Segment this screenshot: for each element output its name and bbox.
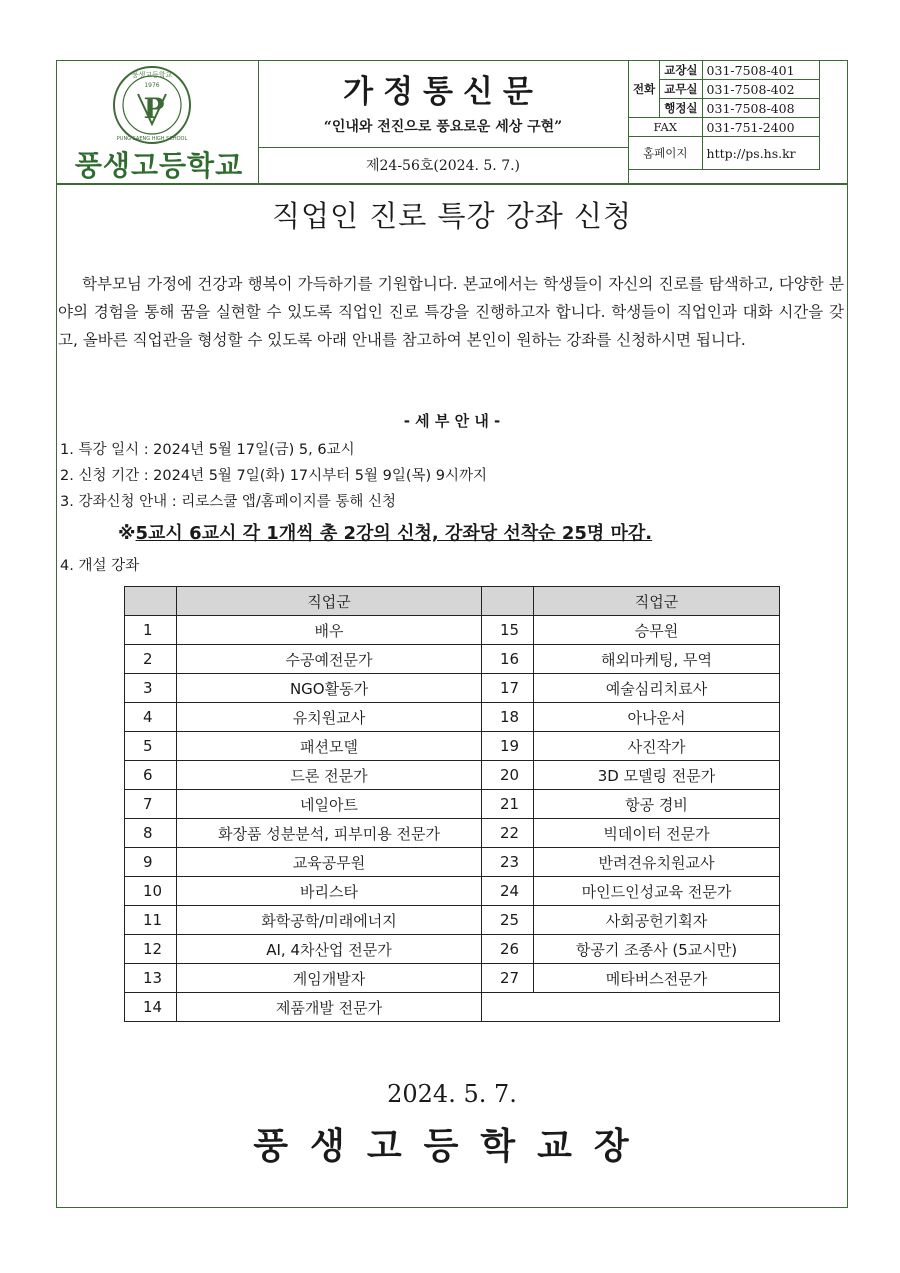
list-item: 4. 개설 강좌 [60,558,140,574]
course-number-cell: 5 [125,732,177,761]
table-row [125,790,780,819]
course-number-cell: 9 [125,848,177,877]
header-issue-rule [258,147,628,148]
course-name-cell: 마인드인성교육 전문가 [534,877,780,906]
table-header-cell [125,587,177,616]
course-number-cell: 14 [125,993,177,1022]
course-name-cell: 화학공학/미래에너지 [177,906,482,935]
course-name-cell: 메타버스전문가 [534,964,780,993]
issue-number: 제24-56호(2024. 5. 7.) [365,158,521,174]
table-row [125,964,780,993]
list-item: 1. 특강 일시 : 2024년 5월 17일(금) 5, 6교시 [60,442,355,458]
contact-number: 031-7508-408 [702,99,819,118]
course-name-cell: 제품개발 전문가 [177,993,482,1022]
course-number-cell: 15 [482,616,534,645]
course-number-cell: 3 [125,674,177,703]
course-number-cell: 23 [482,848,534,877]
course-number-cell: 4 [125,703,177,732]
table-row [125,645,780,674]
course-name-cell: 3D 모델링 전문가 [534,761,780,790]
logo-ring-text: PUNG SAENG HIGH SCHOOL [116,136,188,142]
course-table [124,586,780,1022]
footer-date: 2024. 5. 7. [387,1080,517,1108]
table-header-cell: 직업군 [177,587,482,616]
school-name: 풍생고등학교 [74,149,244,182]
table-row [125,848,780,877]
table-row [125,993,780,1022]
document-title: 직업인 진로 특강 강좌 신청 [271,199,633,233]
course-name-cell: 수공예전문가 [177,645,482,674]
course-name-cell: 해외마케팅, 무역 [534,645,780,674]
table-row [125,732,780,761]
course-name-cell: 패션모델 [177,732,482,761]
course-name-cell: 항공기 조종사 (5교시만) [534,935,780,964]
table-header-row [125,587,780,616]
course-name-cell: 교육공무원 [177,848,482,877]
notice-line [118,519,652,545]
course-name-cell: NGO활동가 [177,674,482,703]
course-name-cell: 화장품 성분분석, 피부미용 전문가 [177,819,482,848]
course-number-cell: 7 [125,790,177,819]
course-name-cell: 배우 [177,616,482,645]
list-item: 2. 신청 기간 : 2024년 5월 7일(화) 17시부터 5월 9일(목) 9시까지 [60,468,488,484]
notice-text: 5교시 6교시 각 1개씩 총 2강의 신청, 강좌당 선착순 25명 마감. [135,523,653,544]
course-number-cell: 17 [482,674,534,703]
detail-heading [56,410,848,431]
course-number-cell: 24 [482,877,534,906]
course-name-cell: AI, 4차산업 전문가 [177,935,482,964]
course-name-cell: 게임개발자 [177,964,482,993]
course-name-cell: 드론 전문가 [177,761,482,790]
course-number-cell: 27 [482,964,534,993]
course-name-cell: 승무원 [534,616,780,645]
course-number-cell [482,993,780,1022]
course-number-cell: 1 [125,616,177,645]
course-number-cell: 26 [482,935,534,964]
course-number-cell: 16 [482,645,534,674]
homepage-label: 홈페이지 [629,137,703,170]
course-name-cell: 아나운서 [534,703,780,732]
table-row [125,674,780,703]
contact-label: 교장실 [660,61,702,80]
table-row [125,877,780,906]
course-number-cell: 8 [125,819,177,848]
course-name-cell: 사진작가 [534,732,780,761]
contact-number: 031-7508-402 [702,80,819,99]
course-number-cell: 20 [482,761,534,790]
table-header-cell [482,587,534,616]
school-slogan: “인내와 전진으로 풍요로운 세상 구현” [323,119,563,135]
course-number-cell: 13 [125,964,177,993]
course-number-cell: 18 [482,703,534,732]
course-number-cell: 11 [125,906,177,935]
course-name-cell: 항공 경비 [534,790,780,819]
course-number-cell: 6 [125,761,177,790]
course-number-cell: 25 [482,906,534,935]
homepage-link[interactable]: http://ps.hs.kr [702,137,819,170]
phone-label: 전화 [629,61,660,118]
notice-mark: ※ [118,523,136,544]
table-row [125,906,780,935]
course-number-cell: 19 [482,732,534,761]
logo-top-text: 풍생고등학교 [131,71,173,79]
school-logo [104,64,200,146]
list-item: 3. 강좌신청 안내 : 리로스쿨 앱/홈페이지를 통해 신청 [60,494,397,510]
contact-label: 교무실 [660,80,702,99]
contact-number: 031-7508-401 [702,61,819,80]
contact-table [628,60,820,170]
table-row [125,935,780,964]
table-row [125,703,780,732]
fax-number: 031-751-2400 [702,118,819,137]
newsletter-title: 가정통신문 [343,74,543,110]
course-number-cell: 22 [482,819,534,848]
table-row [125,761,780,790]
principal-signature: 풍생고등학교장 [253,1125,651,1167]
course-name-cell: 사회공헌기획자 [534,906,780,935]
course-number-cell: 12 [125,935,177,964]
detail-heading-text: - 세 부 안 내 - [403,412,501,430]
table-row [125,819,780,848]
fax-label: FAX [629,118,703,137]
course-name-cell: 바리스타 [177,877,482,906]
course-name-cell: 예술심리치료사 [534,674,780,703]
intro-paragraph: 학부모님 가정에 건강과 행복이 가득하기를 기원합니다. 본교에서는 학생들이 자신의 진로를 탐색하고, 다양한 분야의 경험을 통해 꿈을 실현할 수 있도록 직업인 진로 특강을 진행하고자 합니다. 학생들이 직업인과 대화 시간을 갖고, 올바른 직업관을 형성할 수 있도록 아래 안내를 참고하여 본인이 원하는 강좌를 신청하시면 됩니다. [58,275,844,349]
contact-label: 행정실 [660,99,702,118]
table-row [125,616,780,645]
course-number-cell: 10 [125,877,177,906]
course-name-cell: 빅데이터 전문가 [534,819,780,848]
logo-year: 1976 [144,82,160,89]
course-number-cell: 21 [482,790,534,819]
course-number-cell: 2 [125,645,177,674]
course-name-cell: 네일아트 [177,790,482,819]
course-name-cell: 반려견유치원교사 [534,848,780,877]
table-header-cell: 직업군 [534,587,780,616]
svg-text:P: P [143,92,165,125]
course-name-cell: 유치원교사 [177,703,482,732]
